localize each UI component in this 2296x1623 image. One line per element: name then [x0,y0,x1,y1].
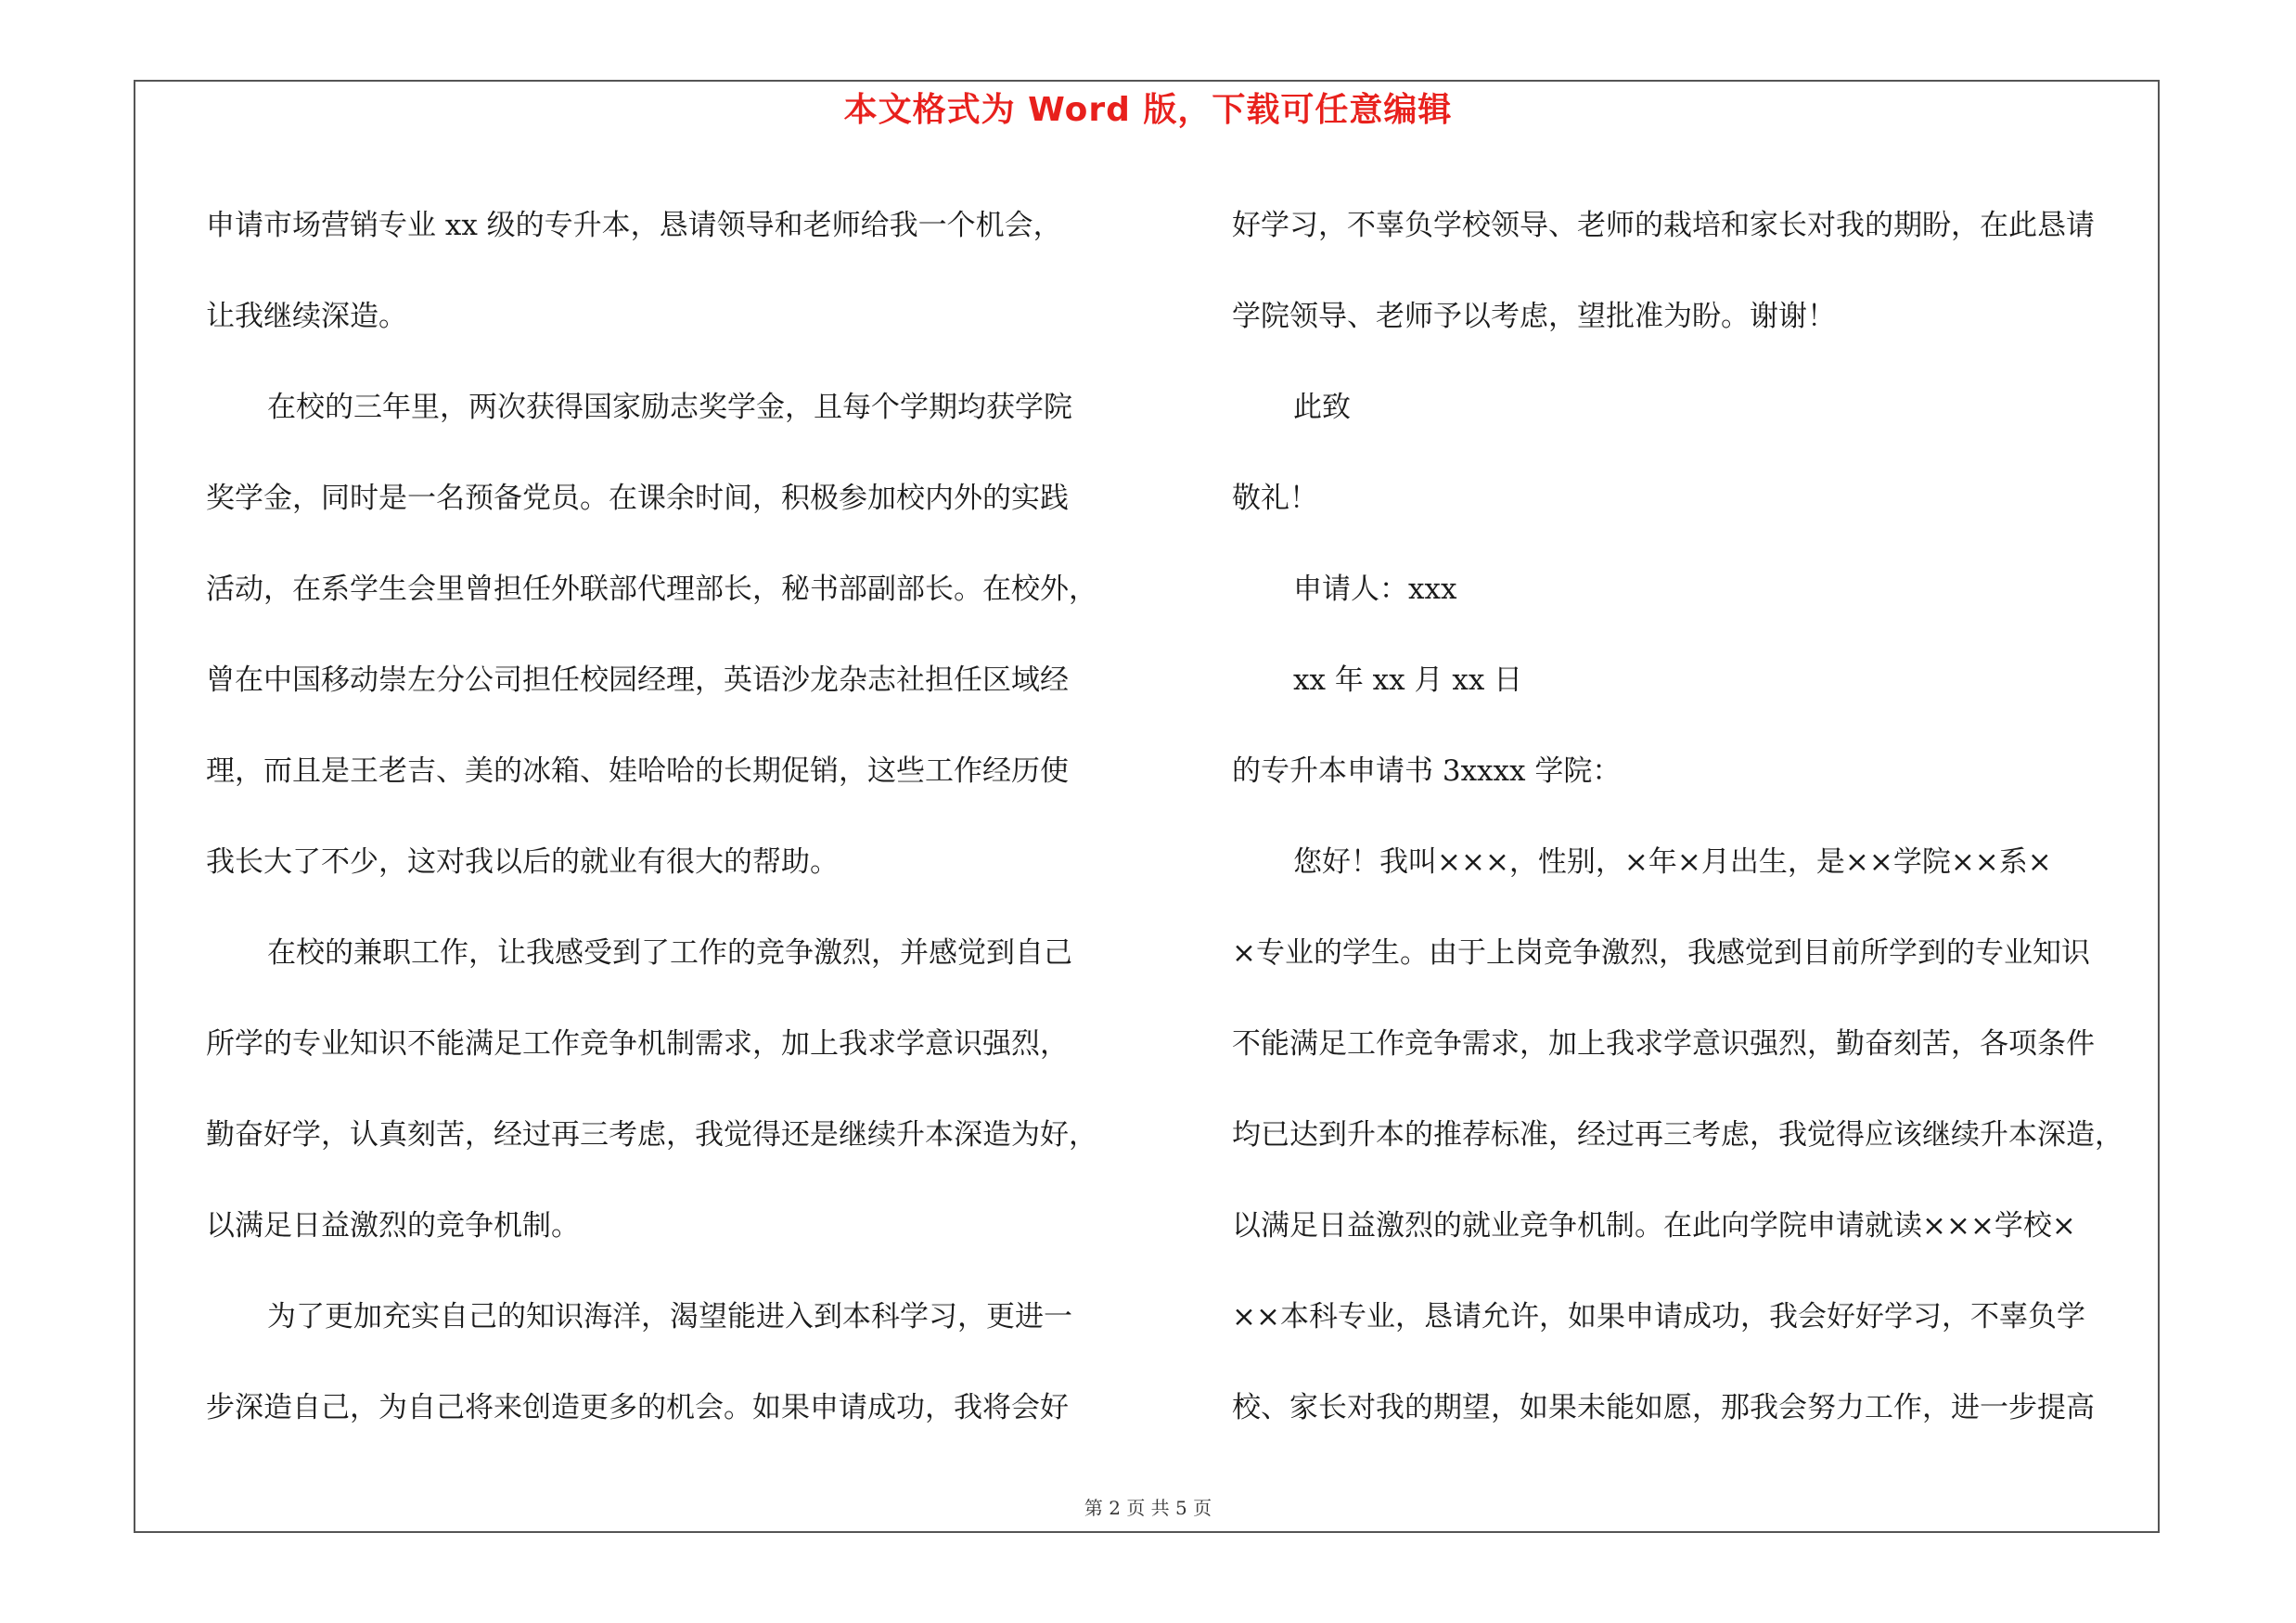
text-line: 为了更加充实自己的知识海洋，渴望能进入到本科学习，更进一 [267,1300,1072,1333]
page-number-footer: 第 2 页 共 5 页 [1084,1497,1212,1519]
text-line: 所学的专业知识不能满足工作竞争机制需求，加上我求学意识强烈， [206,1027,1069,1061]
text-line: 我长大了不少，这对我以后的就业有很大的帮助。 [206,845,839,879]
right-column [1232,180,2150,1453]
text-line: 不能满足工作竞争需求，加上我求学意识强烈，勤奋刻苦，各项条件 [1232,1027,2095,1061]
text-line: 奖学金，同时是一名预备党员。在课余时间，积极参加校内外的实践 [206,482,1069,515]
text-line: 让我继续深造。 [206,300,407,333]
text-line: 在校的三年里，两次获得国家励志奖学金，且每个学期均获学院 [267,391,1072,424]
section-heading: 的专升本申请书 3xxxx 学院： [1232,754,1622,788]
text-line: 步深造自己，为自己将来创造更多的机会。如果申请成功，我将会好 [206,1391,1069,1424]
text-line: 勤奋好学，认真刻苦，经过再三考虑，我觉得还是继续升本深造为好， [206,1118,1097,1152]
text-line: 好学习，不辜负学校领导、老师的栽培和家长对我的期盼，在此恳请 [1232,209,2095,242]
applicant-line: 申请人：xxx [1293,573,1457,606]
salutation-line: 此致 [1293,391,1351,424]
left-column [206,180,1134,1453]
text-line: 以满足日益激烈的竞争机制。 [206,1209,580,1243]
text-line: 以满足日益激烈的就业竞争机制。在此向学院申请就读×××学校× [1232,1209,2076,1243]
text-line: 活动，在系学生会里曾担任外联部代理部长，秘书部副部长。在校外， [206,573,1097,606]
closing-line: 敬礼！ [1232,482,1318,515]
text-line: ×专业的学生。由于上岗竞争激烈，我感觉到目前所学到的专业知识 [1232,936,2090,970]
text-line: 均已达到升本的推荐标准，经过再三考虑，我觉得应该继续升本深造， [1232,1118,2123,1152]
text-line: ××本科专业，恳请允许，如果申请成功，我会好好学习，不辜负学 [1232,1300,2085,1333]
text-line: 曾在中国移动崇左分公司担任校园经理，英语沙龙杂志社担任区域经 [206,663,1069,697]
text-line: 申请市场营销专业 xx 级的专升本，恳请领导和老师给我一个机会， [206,209,1062,242]
text-line: 您好！我叫×××，性别，×年×月出生，是××学院××系× [1293,845,2052,879]
text-line: 学院领导、老师予以考虑，望批准为盼。谢谢！ [1232,300,1836,333]
text-line: 校、家长对我的期望，如果未能如愿，那我会努力工作，进一步提高 [1232,1391,2095,1424]
format-notice-banner: 本文格式为 Word 版，下载可任意编辑 [843,91,1453,129]
text-line: 在校的兼职工作，让我感受到了工作的竞争激烈，并感觉到自己 [267,936,1072,970]
date-line: xx 年 xx 月 xx 日 [1293,663,1523,697]
text-line: 理，而且是王老吉、美的冰箱、娃哈哈的长期促销，这些工作经历使 [206,754,1069,788]
